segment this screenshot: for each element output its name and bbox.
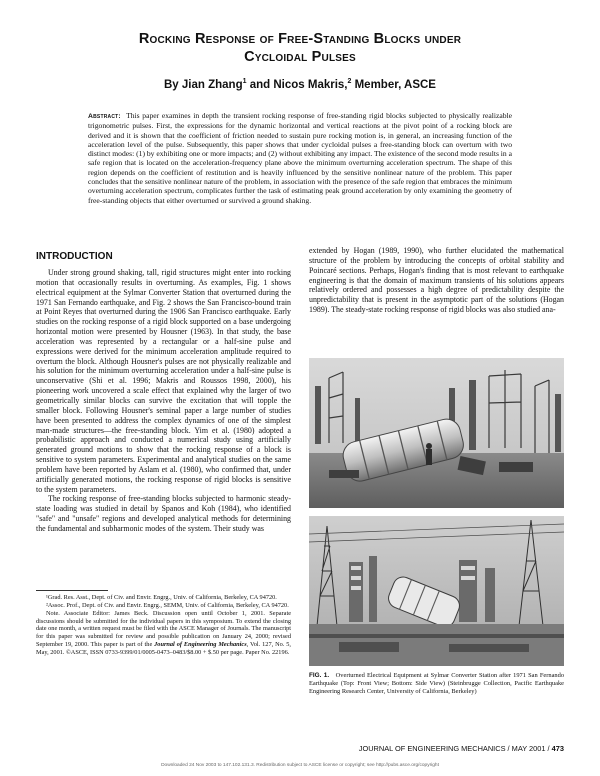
footnote-2: ²Assoc. Prof., Dept. of Civ. and Envir. Engrg., SEMM, Univ. of California, Berkeley, CA 94720. <box>46 601 289 609</box>
author-membership: Member, ASCE <box>351 78 436 91</box>
editor-note-text-b: , Vol. 127, No. 5, May, 2001. ©ASCE, ISSN 0733-9399/01/0005-0473–0483/$8.00 + $.50 per page. Paper No. 22196. <box>36 641 291 656</box>
intro-paragraph-2: The rocking response of free-standing blocks subjected to harmonic steady-state loading was studied in detail by Spanos and Koh (1984), who identified "safe" and "unsafe" regions and developed analytical methods for determining the fundamental and subharmonic modes of the system. Their study was <box>36 494 291 533</box>
title-line-1: Rocking Response of Free-Standing Blocks under <box>138 31 462 47</box>
author-line <box>40 78 560 91</box>
footnote-rule <box>36 590 108 591</box>
title-line-2: Cycloidal Pulses <box>244 49 356 65</box>
author-1: By Jian Zhang <box>164 78 243 91</box>
download-notice: Downloaded 24 Nov 2003 to 147.102.131.3. Redistribution subject to ASCE license or copyright; see http://pubs.asce.org/copyright <box>161 763 439 768</box>
footnote-1: ¹Grad. Res. Asst., Dept. of Civ. and Envir. Engrg., Univ. of California, Berkeley, CA 94720. <box>46 594 277 601</box>
photo-front-view <box>309 358 564 508</box>
page-number: 473 <box>551 744 564 753</box>
footnotes <box>36 594 291 657</box>
author-2-affil: 2 <box>347 78 352 85</box>
journal-footer <box>309 744 564 753</box>
paper-title <box>40 30 560 66</box>
author-2: and Nicos Makris, <box>246 78 348 91</box>
right-column <box>309 246 564 315</box>
photo-side-view <box>309 516 564 666</box>
editor-note <box>36 610 291 657</box>
author-1-affil: 1 <box>242 78 247 85</box>
figure-1-caption <box>309 672 564 696</box>
intro-paragraph-1: Under strong ground shaking, tall, rigid structures might enter into rocking motion that occasionally results in overturning. As examples, Fig. 1 shows electrical equipment at the Sylmar Converter Station that overturned during the 1971 San Fernando earthquake, and Fig. 2 shows the San Francisco-bound train at Point Reyes that overturned during the 1906 San Francisco earthquake. Early studies on the rocking response of a rigid block supported on a base undergoing horizontal motion were presented by Housner (1963). In that study, the base acceleration was represented by a rectangular or a half-sine pulse and expressions were derived for the minimum acceleration amplitude required to overturn the block. Although Housner's pulses are not physically realizable and his solution for the minimum overturning acceleration under a half-sine pulse is unconservative (Shi et al. 1996; Makris and Roussos 1998, 2000), his pioneering work uncovered a scale effect that explained why the larger of two geometrically similar blocks can survive the excitation that will topple the smaller block. Following Housner's seminal paper a large number of studies have been presented to address the complex dynamics of one of the simplest man-made structures—the free-standing block. Yim et al. (1980) adopted a probabilistic approach and conducted a numerical study using artificially generated ground motions to show that the rocking response of a block is sensitive to system parameters. Experimental and analytical studies on the same problem have been reported by Aslam et al. (1980), who confirmed that, under artificially generated motions, the rocking response of rigid blocks is sensitive to the system parameters. <box>36 268 291 494</box>
left-column <box>36 246 291 534</box>
editor-note-text-a: Note. Associate Editor: James Beck. Discussion open until October 1, 2001. Separate discussions should be submitted for the individual papers in this symposium. To extend the closing date one month, a written request must be filed with the ASCE Manager of Journals. The manuscript for this paper was submitted for review and possible publication on January 24, 2000; revised September 19, 2000. This paper is part of the <box>36 609 291 649</box>
abstract <box>88 111 512 205</box>
abstract-label: Abstract: <box>88 113 121 120</box>
figure-label: FIG. 1. <box>309 672 330 679</box>
figure-1-photos <box>309 358 564 666</box>
journal-footer-text: JOURNAL OF ENGINEERING MECHANICS / MAY 2001 / <box>358 744 552 753</box>
abstract-text: This paper examines in depth the transient rocking response of free-standing rigid blocks subjected to physically realizable trigonometric pulses. First, the expressions for the dynamic horizontal and vertical reactions at the pivot point of a rocking block are derived and it is shown that the coefficient of friction needed to sustain pure rocking motion is, in general, an increasing function of the acceleration level of the pulse. Subsequently, this paper shows that under cycloidal pulses a free-standing block can overturn with two distinct modes: (1) by exhibiting one or more impacts; and (2) without exhibiting any impact. The existence of the second mode results in a safe region that is located on the acceleration-frequency plane above the minimum overturning acceleration spectrum. The shape of this region depends on the coefficient of restitution and is heavily influenced by the sensitive nonlinear nature of the problem. This paper concludes that the sensitive nonlinear nature of the problem, in association with the presence of the safe region that embraces the minimum overturning acceleration spectrum, complicates further the task of estimating peak ground acceleration by only examining the geometry of free-standing objects that either overturned or survived a ground shaking. <box>88 111 512 205</box>
section-heading-introduction: INTRODUCTION <box>36 251 113 262</box>
journal-name: Journal of Engineering Mechanics <box>154 641 247 649</box>
intro-paragraph-3: extended by Hogan (1989, 1990), who further elucidated the mathematical structure of the problem by introducing the concepts of orbital stability and Poincaré sections. Perhaps, Hogan's finding that is most relevant to earthquake engineering is that the domain of maximum transients of his solutions appears relatively ordered and possesses a high degree of predictability despite the unpredictability that is present in the asymptotic part of the solutions (Hogan 1989). The steady-state rocking response of rigid blocks was also studied ana- <box>309 246 564 315</box>
figure-caption-text: Overturned Electrical Equipment at Sylmar Converter Station after 1971 San Fernando Earthquake (Top: Front View; Bottom: Side View) (Steinbrugge Collection, Pacific Earthquake Engineering Research Center, University of California, Berkeley) <box>309 672 565 695</box>
